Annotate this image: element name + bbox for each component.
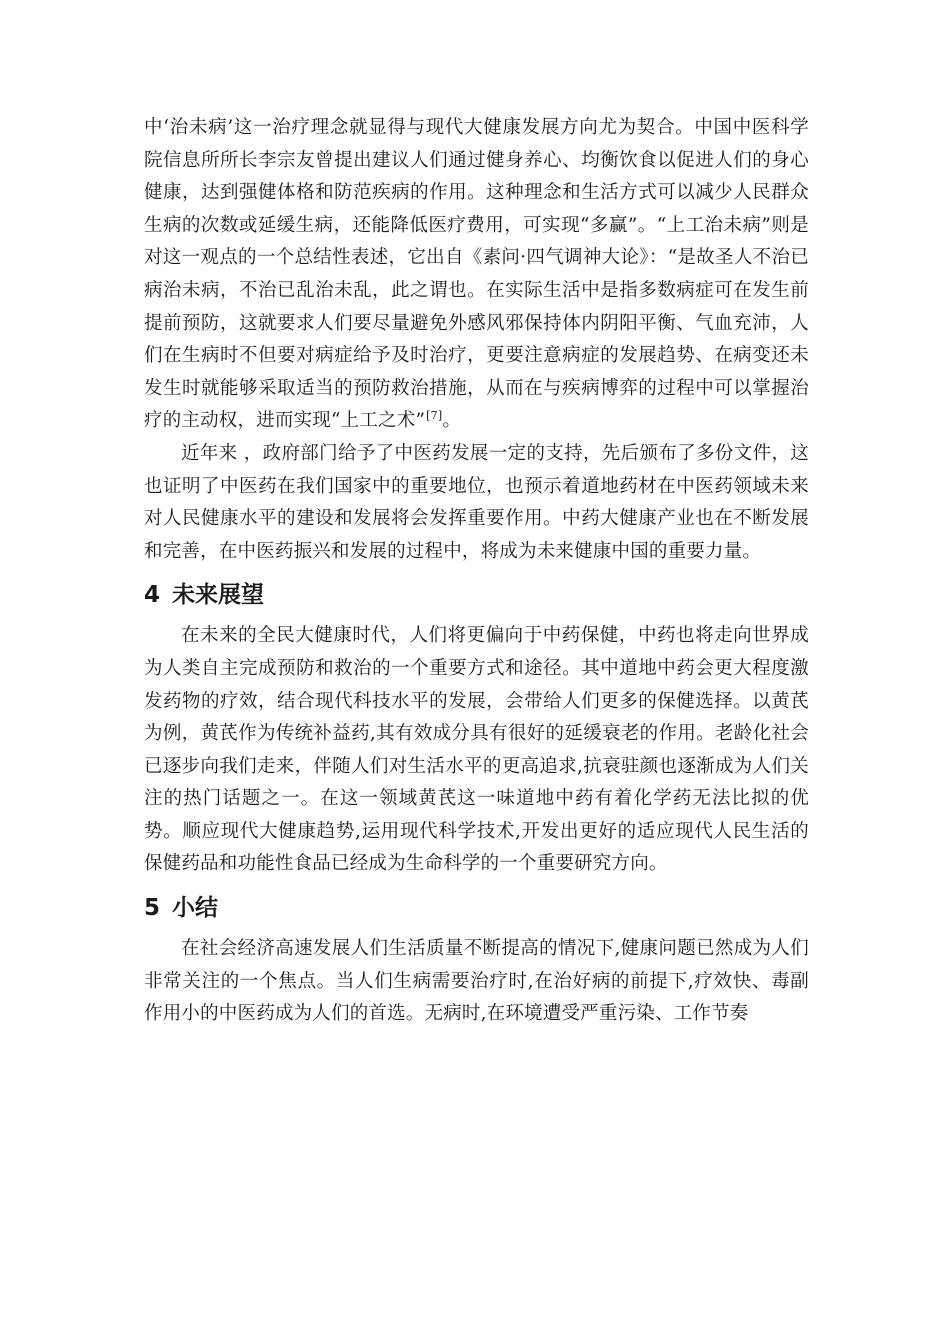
- paragraph-future-outlook: 在未来的全民大健康时代，人们将更偏向于中药保健，中药也将走向世界成为人类自主完成预防和救治的一个重要方式和途径。其中道地中药会更大程度激发药物的疗效，结合现代科技水平的发展，会带给人们更多的保健选择。以黄芪为例，黄芪作为传统补益药,其有效成分具有很好的延缓衰老的作用。老龄化社会已逐步向我们走来，伴随人们对生活水平的更高追求,抗衰驻颜也逐渐成为人们关注的热门话题之一。在这一领域黄芪这一味道地中药有着化学药无法比拟的优势。顺应现代大健康趋势,运用现代科学技术,开发出更好的适应现代人民生活的保健药品和功能性食品已经成为生命科学的一个重要研究方向。: [144, 625, 809, 875]
- section-title: 未来展望: [172, 582, 265, 609]
- paragraph-zhiweibing: [144, 112, 809, 438]
- paragraph-summary: 在社会经济高速发展人们生活质量不断提高的情况下,健康问题已然成为人们非常关注的一个焦点。当人们生病需要治疗时,在治好病的前提下,疗效快、毒副作用小的中医药成为人们的首选。无病时,在环境遭受严重污染、工作节奏: [144, 938, 809, 1025]
- paragraph-text: 中‘治未病’这一治疗理念就显得与现代大健康发展方向尤为契合。中国中医科学院信息所所长李宗友曾提出建议人们通过健身养心、均衡饮食以促进人们的身心健康，达到强健体格和防范疾病的作用。这种理念和生活方式可以减少人民群众生病的次数或延缓生病，还能降低医疗费用，可实现“多赢”。“上工治未病”则是对这一观点的一个总结性表述，它出自《素问·四气调神大论》：“是故圣人不治已病治未病，不治已乱治未乱，此之谓也。在实际生活中是指多数病症可在发生前提前预防，这就要求人们要尽量避免外感风邪保持体内阴阳平衡、气血充沛，人们在生病时不但要对病症给予及时治疗，更要注意病症的发展趋势、在病变还未发生时就能够采取适当的预防救治措施，从而在与疾病博弈的过程中可以掌握治疗的主动权，进而实现“上工之术”: [144, 117, 809, 432]
- page-content: [144, 112, 809, 1031]
- section-heading-future-outlook: [144, 578, 809, 612]
- section-heading-summary: [144, 891, 809, 925]
- paragraph-end: 。: [442, 410, 462, 432]
- section-number: 5: [144, 895, 161, 922]
- citation-ref[interactable]: [7]: [426, 409, 443, 423]
- paragraph-government-support: 近年来 ，政府部门给予了中医药发展一定的支持，先后颁布了多份文件，这也证明了中医药在我们国家中的重要地位，也预示着道地药材在中医药领域未来对人民健康水平的建设和发展将会发挥重要作用。中药大健康产业也在不断发展和完善，在中医药振兴和发展的过程中，将成为未来健康中国的重要力量。: [144, 442, 809, 562]
- section-title: 小结: [172, 895, 219, 922]
- section-number: 4: [144, 582, 161, 609]
